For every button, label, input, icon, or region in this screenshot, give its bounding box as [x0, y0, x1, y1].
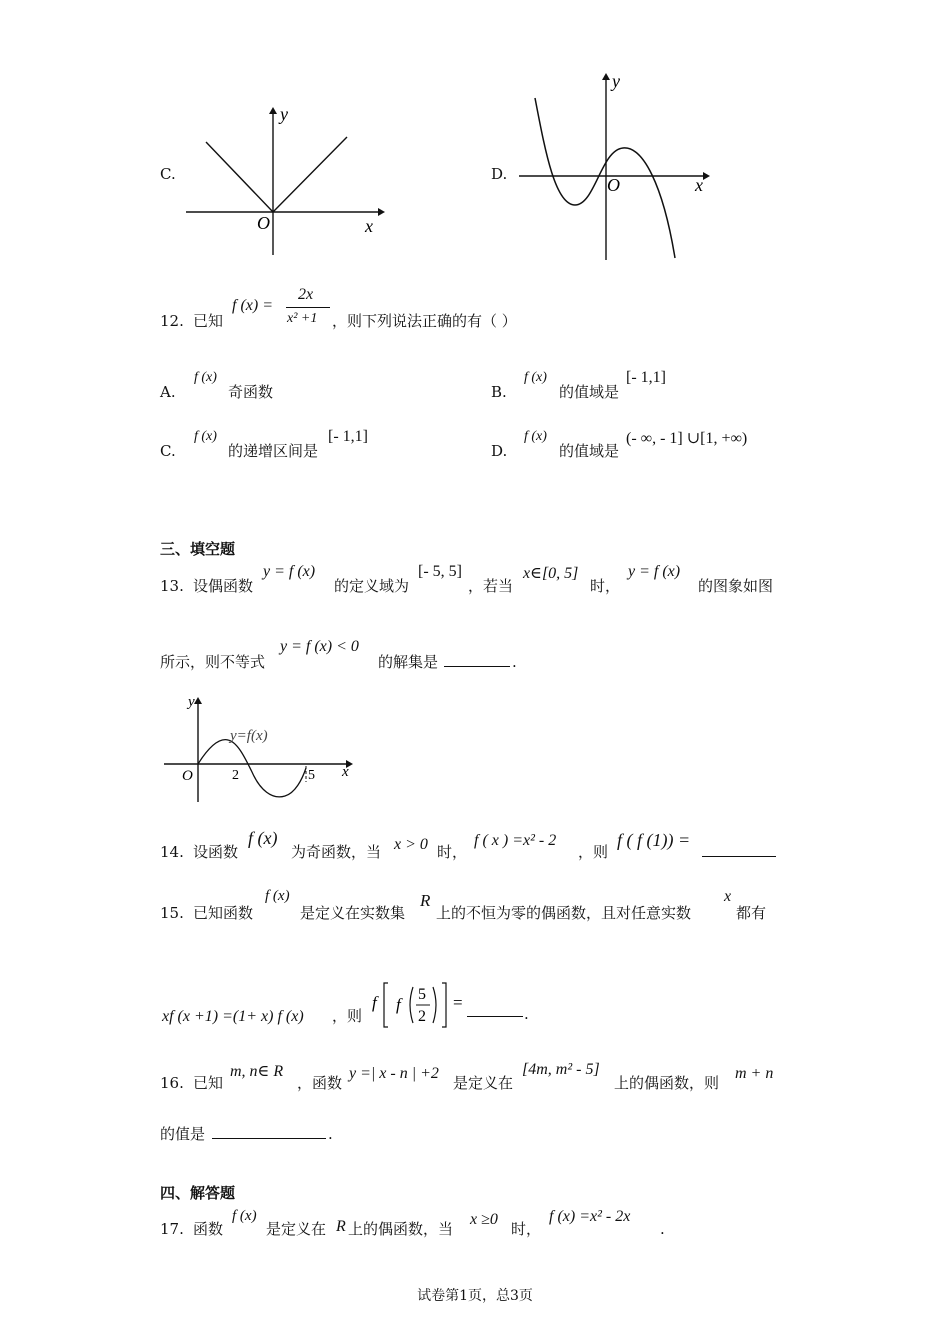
q12-option-d-range: (- ∞, - 1] ∪[1, +∞) — [626, 430, 748, 447]
q17-math-1: f (x) — [232, 1208, 257, 1224]
q16-end: . — [328, 1125, 333, 1143]
q12-denominator: x² +1 — [287, 311, 318, 326]
equals-sign: = — [453, 993, 463, 1012]
q13-text-2: 的定义域为 — [334, 577, 410, 595]
q14-math-3: f ( x ) =x² - 2 — [474, 832, 557, 849]
q15-number: 15. — [160, 904, 184, 922]
origin-label: O — [607, 175, 620, 195]
q12-option-b-text: 的值域是 — [559, 383, 620, 401]
q12-option-d-math: f (x) — [524, 429, 547, 444]
y-axis-arrow — [194, 697, 202, 704]
q12-option-b-range: [- 1,1] — [626, 369, 666, 386]
q14-math-4: f ( f (1)) = — [617, 830, 691, 850]
graph-line-right — [273, 137, 347, 212]
q13-math-3: x∈[0, 5] — [523, 565, 579, 582]
q17-end: . — [660, 1220, 665, 1238]
q15-end: . — [524, 1005, 529, 1023]
q17-math-2: R — [336, 1218, 346, 1235]
fraction-numerator: 5 — [418, 986, 426, 1003]
left-bracket — [384, 983, 388, 1027]
q12-option-d-label: D. — [491, 442, 508, 460]
option-d-label: D. — [491, 165, 508, 183]
origin-label: O — [182, 768, 193, 784]
q12-option-b-math: f (x) — [524, 370, 547, 385]
q13-line2-text: 所示，则不等式 — [160, 653, 266, 671]
q13-math-4: y = f (x) — [628, 563, 681, 580]
q15-math-3: x — [724, 888, 732, 905]
q17-text-3: 上的偶函数，当 — [348, 1220, 454, 1238]
x-axis-arrow — [703, 172, 710, 180]
y-axis-label: y — [280, 104, 288, 124]
q16-interval: [4m, m² - 5] — [522, 1061, 600, 1078]
q17-text-2: 是定义在 — [266, 1220, 327, 1238]
q16-function: y =| x - n | +2 — [349, 1065, 439, 1082]
graph-option-c — [180, 100, 390, 260]
q13-inequality: y = f (x) < 0 — [280, 638, 359, 655]
q14-math-2: x > 0 — [394, 836, 428, 853]
q15-text-2: 是定义在实数集 — [300, 904, 406, 922]
q16-text-2: ，函数 — [297, 1074, 343, 1092]
q17-text-1: 函数 — [193, 1220, 224, 1238]
q16-math-1: m, n∈ R — [230, 1063, 284, 1080]
q16-line2: 的值是 — [160, 1125, 206, 1143]
q13-text-4: 时， — [590, 577, 621, 595]
q14-math-1: f (x) — [248, 828, 278, 848]
right-paren — [433, 987, 436, 1023]
q16-number: 16. — [160, 1074, 184, 1092]
q13-text-3: ，若当 — [468, 577, 514, 595]
tick-5-label: 5 — [308, 768, 315, 783]
q13-end: . — [512, 653, 517, 671]
q12-option-c-range: [- 1,1] — [328, 428, 368, 445]
graph-option-d — [515, 70, 715, 265]
q13-answer-blank[interactable] — [444, 652, 510, 667]
inner-f: f — [396, 995, 401, 1014]
q15-text-5: ，则 — [332, 1007, 363, 1025]
q13-text-1: 设偶函数 — [193, 577, 254, 595]
q13-number: 13. — [160, 577, 184, 595]
q12-option-b-label: B. — [491, 383, 507, 401]
q12-option-a-label: A. — [160, 383, 176, 401]
q16-text-4: 上的偶函数，则 — [614, 1074, 720, 1092]
q12-option-d-text: 的值域是 — [559, 442, 620, 460]
tick-2-label: 2 — [232, 768, 239, 783]
option-c-label: C. — [160, 165, 176, 183]
q16-text-1: 已知 — [193, 1074, 224, 1092]
y-axis-arrow — [269, 107, 277, 114]
q14-text-4: ，则 — [578, 843, 609, 861]
fraction-denominator: 2 — [418, 1008, 426, 1025]
right-bracket — [442, 983, 446, 1027]
q12-option-a-math: f (x) — [194, 370, 217, 385]
q14-text-1: 设函数 — [193, 843, 239, 861]
left-paren — [410, 987, 413, 1023]
x-axis-arrow — [378, 208, 385, 216]
page-footer: 试卷第1页，总3页 — [417, 1288, 533, 1304]
q15-text-4: 都有 — [736, 904, 767, 922]
y-axis-label: y — [612, 71, 620, 91]
outer-f: f — [372, 993, 377, 1012]
q15-text-1: 已知函数 — [193, 904, 254, 922]
q12-option-a-text: 奇函数 — [228, 383, 274, 401]
q15-math-1: f (x) — [265, 888, 290, 904]
q14-text-3: 时， — [437, 843, 468, 861]
q16-text-3: 是定义在 — [453, 1074, 514, 1092]
q15-answer-blank[interactable] — [467, 1002, 523, 1017]
x-axis-label: x — [695, 175, 703, 195]
q12-number: 12. — [160, 312, 184, 330]
q17-number: 17. — [160, 1220, 184, 1238]
q12-tail: ，则下列说法正确的有（ ） — [332, 312, 517, 330]
q16-answer-blank[interactable] — [212, 1124, 326, 1139]
q12-lead: 已知 — [193, 312, 224, 330]
q15-text-3: 上的不恒为零的偶函数，且对任意实数 — [436, 904, 692, 922]
q16-math-4: m + n — [735, 1065, 774, 1082]
y-axis-arrow — [602, 73, 610, 80]
q15-math-2: R — [420, 891, 431, 910]
graph-line-left — [206, 142, 273, 212]
q14-number: 14. — [160, 843, 184, 861]
q17-math-3: x ≥0 — [470, 1211, 498, 1228]
q12-option-c-label: C. — [160, 442, 176, 460]
function-curve — [198, 740, 306, 797]
section-fill-in-blank-heading: 三、填空题 — [160, 540, 236, 558]
cubic-curve — [535, 98, 675, 258]
q12-option-c-math: f (x) — [194, 429, 217, 444]
q15-identity: xf (x +1) =(1+ x) f (x) — [162, 1008, 304, 1025]
q13-line2-text-b: 的解集是 — [378, 653, 439, 671]
q12-option-c-text: 的递增区间是 — [228, 442, 319, 460]
origin-label: O — [257, 213, 270, 233]
x-axis-label: x — [365, 216, 373, 236]
x-axis-label: x — [342, 764, 349, 780]
q17-text-4: 时， — [511, 1220, 542, 1238]
curve-label: y=f(x) — [230, 728, 268, 744]
q13-text-5: 的图象如图 — [698, 577, 774, 595]
q15-nested-expression — [370, 975, 465, 1035]
y-axis-label: y — [188, 694, 195, 710]
fraction-bar — [286, 307, 330, 308]
q14-answer-blank[interactable] — [702, 842, 776, 857]
q17-math-4: f (x) =x² - 2x — [549, 1208, 631, 1225]
q14-text-2: 为奇函数，当 — [291, 843, 382, 861]
q13-domain: [- 5, 5] — [418, 563, 462, 580]
q12-numerator: 2x — [298, 286, 314, 303]
q13-math-1: y = f (x) — [263, 563, 316, 580]
q13-graph — [160, 690, 360, 808]
q12-function-def: f (x) = — [232, 297, 273, 314]
section-solve-heading: 四、解答题 — [160, 1184, 236, 1202]
